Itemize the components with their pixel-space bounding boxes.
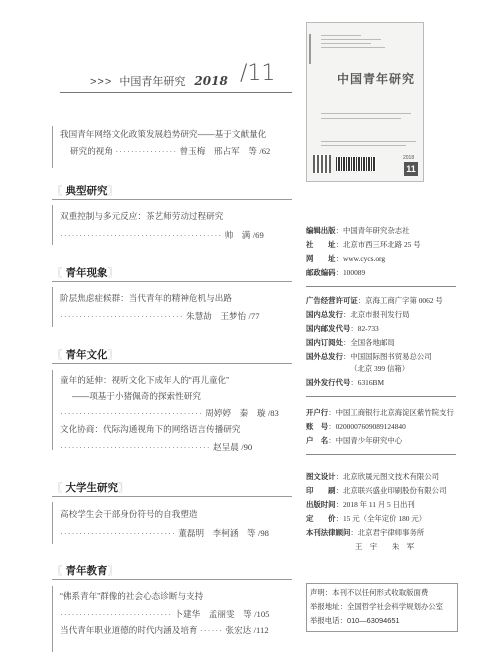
info-row: 定 价：15 元（全年定价 180 元）: [306, 514, 427, 523]
info-row: 图文设计：北京欣晟元图文技术有限公司: [306, 472, 440, 481]
cover-issue-badge: 11: [404, 162, 418, 176]
toc-entry-title[interactable]: 文化协商：代际沟通视角下的网络语言传播研究: [60, 424, 241, 434]
section-bar: [52, 205, 53, 245]
toc-leaders: ·····································: [60, 408, 203, 418]
toc-authors: 张宏达: [225, 625, 252, 635]
toc-entry-meta: [60, 527, 269, 539]
toc-entry-title[interactable]: 阶层焦虑症候群：当代青年的精神危机与出路: [60, 293, 232, 303]
toc-entry-subtitle: ——项基于小猪佩奇的探索性研究: [72, 391, 201, 401]
info-row: 印 刷：北京联兴盛业印刷股份有限公司: [306, 486, 447, 495]
toc-page: /98: [258, 528, 269, 538]
info-divider: [306, 286, 456, 287]
info-row: 账 号：0200007609089124840: [306, 422, 406, 431]
info-row: 国内邮发代号：82-733: [306, 324, 379, 333]
info-row: 国外发行代号：6316BM: [306, 378, 385, 387]
toc-entry-line[interactable]: [60, 624, 269, 636]
info-row: 社 址：北京市西三环北路 25 号: [306, 240, 421, 249]
info-row: 开户行：中国工商银行北京海淀区紫竹院支行: [306, 408, 454, 417]
toc-authors: 周婷婷 秦 璇: [205, 408, 266, 418]
info-row: 出版时间：2018 年 11 月 5 日出刊: [306, 500, 415, 509]
cover-rule: [321, 145, 406, 146]
toc-authors: 曾玉梅 邢占军 等: [179, 146, 257, 156]
cover-title: 中国青年研究: [337, 72, 416, 86]
toc-page: /112: [253, 625, 269, 635]
section-rule: [52, 281, 292, 282]
notice-statement: 声明：本刊不以任何形式收取版面费: [310, 588, 429, 597]
header-journal-name: 中国青年研究: [119, 76, 186, 88]
toc-page: /83: [267, 408, 279, 418]
toc-leaders: ················: [115, 146, 178, 156]
barcode-icon: [336, 157, 376, 171]
header-year: 2018: [194, 74, 228, 88]
info-divider: [306, 396, 456, 397]
toc-entry-title-line2: 研究的视角: [70, 146, 113, 156]
info-row: 编辑出版：中国青年研究杂志社: [306, 226, 410, 235]
toc-authors: 朱慧劼 王梦怡: [185, 311, 247, 321]
toc-entry-title[interactable]: 双重控制与多元反应：茶艺师劳动过程研究: [60, 211, 224, 221]
info-row: 国内订阅处：全国各地邮局: [306, 338, 395, 347]
info-row-cont: 王 宇 朱 军: [355, 542, 415, 551]
cover-rule: [321, 118, 401, 119]
toc-page: /62: [259, 146, 271, 156]
toc-leaders: ······························: [60, 528, 176, 538]
section-heading: 〖 青年现象〗: [52, 267, 118, 279]
section-bar: [52, 370, 53, 450]
cover-rule: [321, 113, 411, 114]
toc-page: /69: [252, 230, 264, 240]
cover-rule: [321, 43, 371, 44]
toc-leaders: ··········································: [60, 230, 223, 240]
info-row: 网 址：www.cycs.org: [306, 254, 386, 263]
toc-page: /77: [248, 311, 260, 321]
toc-leaders: ·····························: [60, 609, 172, 619]
info-row: 广告经营许可证：京海工商广字第 0062 号: [306, 296, 443, 305]
running-header: [90, 61, 276, 89]
toc-entry-meta: [60, 608, 269, 620]
toc-authors: 卜建华 孟丽雯 等: [174, 609, 252, 619]
section-heading: 〖 典型研究〗: [52, 185, 118, 197]
section-bar: [52, 586, 53, 652]
info-divider: [306, 454, 456, 455]
header-rule: [60, 92, 292, 93]
toc-authors: 赵呈晨: [213, 442, 239, 452]
cover-year: 2018: [403, 155, 415, 161]
section-rule: [52, 363, 292, 364]
header-issue-number: /11: [240, 61, 276, 86]
cover-rule: [321, 141, 416, 142]
toc-entry-title: 当代青年职业道德的时代内涵及培育: [60, 625, 198, 635]
cover-rule: [321, 39, 381, 40]
toc-entry-meta: [60, 407, 279, 419]
notice-report-address: 举报地址：全国哲学社会科学规划办公室: [310, 602, 444, 611]
section-bar: [52, 287, 53, 327]
toc-leaders: ·······································: [60, 442, 211, 452]
info-row: 户 名：中国青少年研究中心: [306, 436, 403, 445]
toc-entry-title[interactable]: “佛系青年”群像的社会心态诊断与支持: [60, 591, 204, 601]
toc-entry-title[interactable]: 我国青年网络文化政策发展趋势研究——基于文献量化: [60, 129, 267, 139]
toc-entry-meta: [60, 441, 252, 453]
toc-entry-meta: [60, 229, 264, 241]
info-row: 邮政编码：100089: [306, 268, 366, 277]
toc-entry-title-cont[interactable]: [70, 145, 270, 157]
toc-page: /90: [241, 442, 253, 452]
toc-entry-title[interactable]: 高校学生会干部身份符号的自我塑造: [60, 509, 198, 519]
info-row: 国外总发行：中国国际图书贸易总公司: [306, 352, 432, 361]
section-rule: [52, 496, 292, 497]
section-rule: [52, 579, 292, 580]
toc-entry-title[interactable]: 童年的延伸：视听文化下成年人的“再儿童化”: [60, 375, 230, 385]
qr-code-icon: [313, 155, 331, 173]
cover-side-bar: [309, 34, 311, 64]
section-heading: 〖 青年教育〗: [52, 565, 118, 577]
info-row-cont: （北京 399 信箱）: [350, 364, 410, 373]
notice-report-phone: 举报电话：010—63094651: [310, 616, 400, 625]
toc-page: /105: [254, 609, 270, 619]
info-row: 国内总发行：北京市报刊发行局: [306, 310, 410, 319]
header-arrows: >>>: [90, 76, 113, 88]
section-rule: [52, 199, 292, 200]
toc-leaders: ································: [60, 311, 184, 321]
section-bar: [52, 502, 53, 544]
toc-authors: 董磊明 李柯涵 等: [178, 528, 256, 538]
cover-rule: [321, 35, 361, 36]
intro-entry-bar: [52, 126, 53, 168]
toc-authors: 帅 满: [224, 230, 251, 240]
cover-rule: [321, 47, 385, 48]
info-row: 本刊法律顾问：北京君宇律师事务所: [306, 528, 425, 537]
toc-leaders: ······: [199, 625, 224, 635]
toc-entry-meta: [60, 310, 260, 322]
section-heading: 〖 大学生研究〗: [52, 482, 129, 494]
section-heading: 〖 青年文化〗: [52, 349, 118, 361]
